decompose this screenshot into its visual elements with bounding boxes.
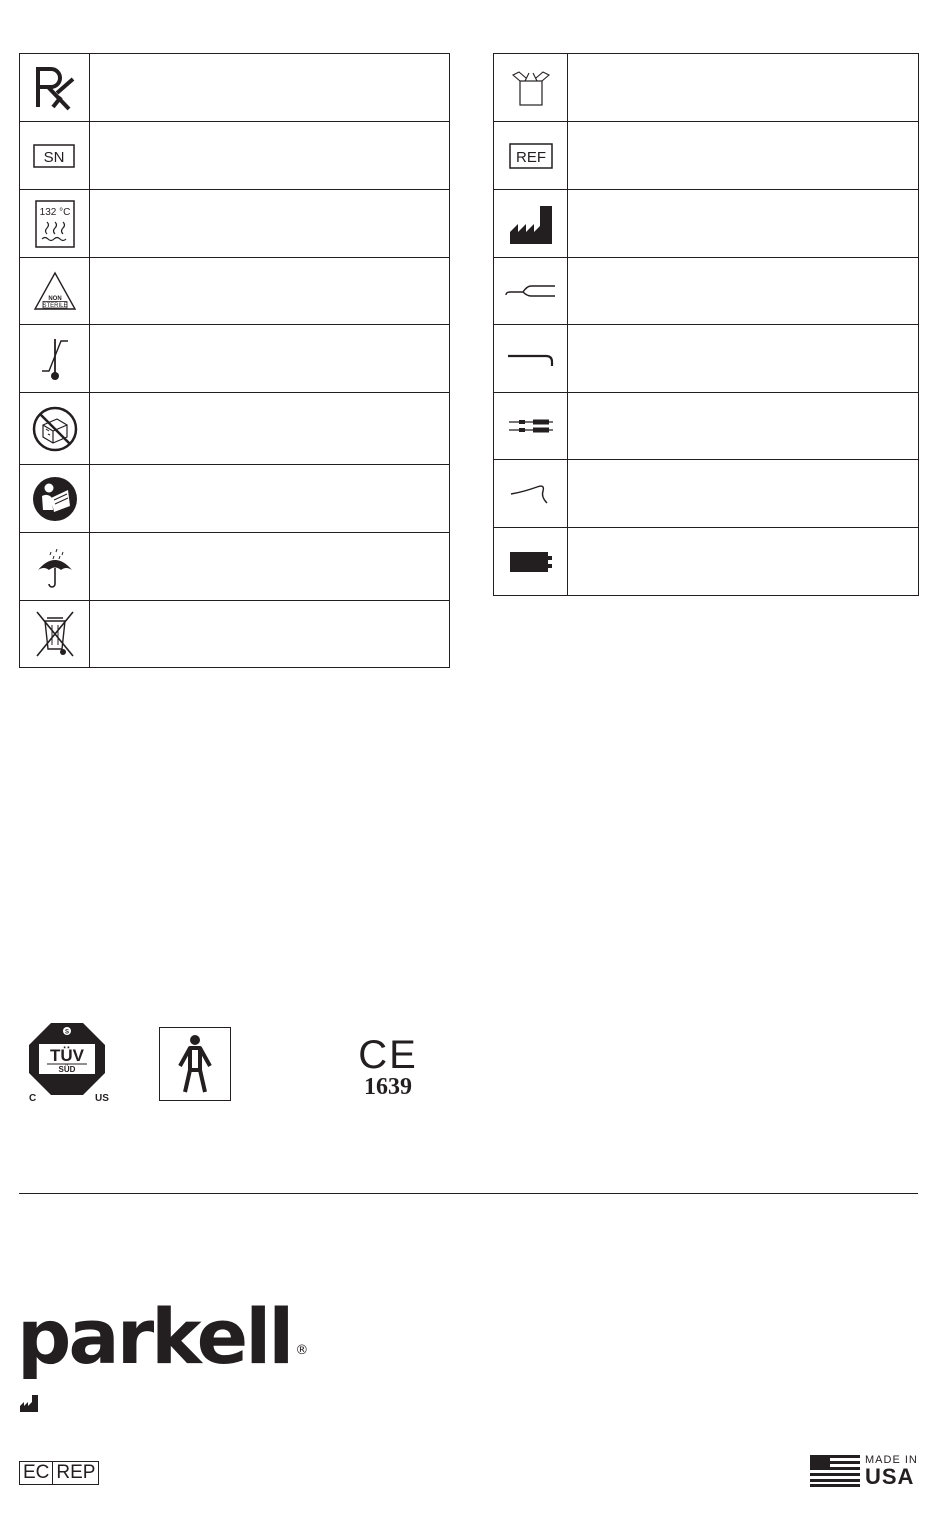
symbol-cell — [494, 258, 568, 325]
parkell-logo — [17, 1292, 309, 1382]
symbol-cell — [494, 54, 568, 122]
symbol-table-left — [19, 53, 450, 668]
svg-text:REF: REF — [515, 148, 546, 166]
open-box-icon — [509, 68, 553, 108]
symbol-row — [20, 393, 450, 465]
usa-label: USA — [865, 1464, 915, 1489]
wire-loop-icon — [509, 481, 553, 507]
symbol-row — [20, 54, 450, 122]
svg-text:TÜV: TÜV — [50, 1046, 84, 1065]
symbol-description — [90, 533, 450, 601]
symbol-cell — [20, 325, 90, 393]
ce-mark — [358, 1033, 418, 1100]
symbol-row — [494, 460, 919, 528]
symbol-row — [20, 190, 450, 258]
symbol-description — [568, 528, 919, 596]
ec-rep-left: EC — [19, 1461, 53, 1485]
notified-body-number: 1639 — [364, 1074, 412, 1100]
symbol-cell — [20, 190, 90, 258]
symbol-description — [568, 460, 919, 528]
symbol-description — [90, 601, 450, 668]
symbol-row — [20, 533, 450, 601]
symbol-row — [494, 190, 919, 258]
symbol-cell — [20, 393, 90, 465]
symbol-row — [494, 393, 919, 460]
manufacturer-icon — [19, 1393, 39, 1413]
symbol-cell — [20, 258, 90, 325]
symbol-cell — [494, 325, 568, 393]
reference-number-icon — [508, 141, 554, 171]
keep-dry-icon — [35, 544, 75, 590]
svg-text:SN: SN — [43, 148, 64, 166]
registered-mark: ® — [295, 1343, 309, 1358]
symbol-cell — [494, 393, 568, 460]
bent-electrode-icon — [506, 349, 556, 369]
symbol-description — [568, 122, 919, 190]
symbol-cell — [494, 528, 568, 596]
us-flag-icon — [810, 1455, 860, 1487]
svg-text:132 °C: 132 °C — [39, 206, 70, 218]
symbol-cell — [20, 533, 90, 601]
symbol-row — [20, 601, 450, 668]
symbol-description — [90, 54, 450, 122]
do-not-use-if-package-damaged-icon — [31, 405, 79, 453]
symbol-description — [90, 190, 450, 258]
temperature-limit-icon — [39, 335, 71, 383]
autoclave-132c-icon — [33, 198, 77, 250]
symbol-description — [90, 465, 450, 533]
non-sterile-icon — [32, 270, 78, 312]
svg-text:SÜD: SÜD — [58, 1065, 76, 1074]
symbol-cell — [20, 465, 90, 533]
battery-icon — [508, 549, 554, 575]
symbol-description — [90, 258, 450, 325]
svg-text:NON: NON — [47, 296, 62, 302]
symbol-cell — [494, 460, 568, 528]
symbol-description — [90, 325, 450, 393]
symbol-row — [494, 325, 919, 393]
symbol-row — [20, 465, 450, 533]
dual-cable-icon — [507, 415, 555, 437]
ce-mark-letters: CE — [358, 1033, 418, 1077]
parkell-logo-text: parkell — [17, 1292, 292, 1381]
symbol-cell — [494, 122, 568, 190]
symbol-description — [568, 54, 919, 122]
symbol-cell — [494, 190, 568, 258]
symbol-cell — [20, 54, 90, 122]
section-divider — [19, 1193, 918, 1194]
symbol-cell — [20, 122, 90, 190]
svg-text:C: C — [29, 1093, 37, 1103]
symbol-row — [494, 528, 919, 596]
symbol-description — [568, 393, 919, 460]
made-in-usa-mark — [810, 1454, 918, 1488]
made-in-label: MADE IN — [865, 1454, 918, 1466]
svg-text:STERILE: STERILE — [41, 303, 68, 309]
tuv-sud-certification-mark — [25, 1019, 115, 1103]
symbol-row — [20, 122, 450, 190]
symbol-description — [568, 325, 919, 393]
svg-text:S: S — [64, 1029, 70, 1036]
symbol-description — [90, 122, 450, 190]
symbol-row — [494, 258, 919, 325]
type-b-applied-part-icon — [159, 1027, 231, 1101]
consult-instructions-icon — [32, 476, 78, 522]
symbol-description — [568, 190, 919, 258]
symbol-row — [20, 325, 450, 393]
symbol-description — [90, 393, 450, 465]
symbol-row — [494, 122, 919, 190]
manufacturer-icon — [508, 202, 554, 246]
rx-prescription-icon — [33, 65, 77, 111]
ec-rep-right: REP — [53, 1461, 99, 1485]
svg-text:US: US — [95, 1093, 109, 1103]
symbol-description — [568, 258, 919, 325]
symbol-row — [20, 258, 450, 325]
weee-disposal-icon — [33, 608, 77, 660]
symbol-table-right — [493, 53, 919, 596]
symbol-row — [494, 54, 919, 122]
serial-number-icon — [33, 142, 77, 170]
ec-rep-symbol — [19, 1461, 99, 1485]
handpiece-tip-icon — [503, 281, 559, 301]
symbol-cell — [20, 601, 90, 668]
